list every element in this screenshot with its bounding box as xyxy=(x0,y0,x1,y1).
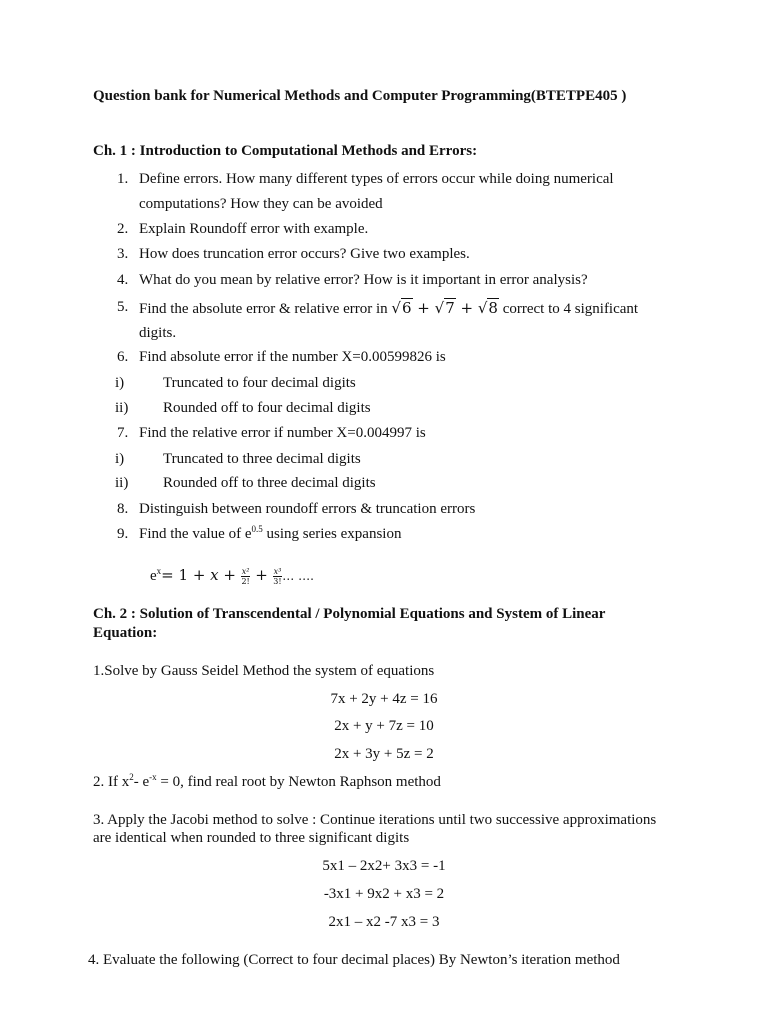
equation: 2x + 3y + 5z = 2 xyxy=(334,746,434,762)
chapter-1-heading: Ch. 1 : Introduction to Computational Methods and Errors: xyxy=(93,143,478,159)
sub-item-number: ii) xyxy=(115,400,129,416)
question-5-line: Find the absolute error & relative error in √6 + √7 + √8 correct to 4 significant xyxy=(139,299,639,317)
question-number: 2. xyxy=(117,221,129,237)
question-number: 8. xyxy=(117,501,129,517)
question-number: 6. xyxy=(117,349,129,365)
question-number: 5. xyxy=(117,299,129,315)
sub-item-text: Rounded off to three decimal digits xyxy=(163,475,376,491)
question-text: Find the absolute error & relative error in xyxy=(139,301,388,317)
equation: 2x + y + 7z = 10 xyxy=(334,718,434,734)
sub-item-text: Truncated to three decimal digits xyxy=(163,451,361,467)
fraction: $\frac{\text{x²}}{2!}$ xyxy=(241,567,250,587)
equation: -3x1 + 9x2 + x3 = 2 xyxy=(323,886,445,902)
question-text: 4. Evaluate the following (Correct to four decimal places) By Newton’s iteration method xyxy=(88,952,620,968)
question-text: Find the relative error if number X=0.004997 is xyxy=(139,425,426,441)
equation: 5x1 – 2x2+ 3x3 = -1 xyxy=(322,858,446,874)
question-number: 7. xyxy=(117,425,129,441)
question-text: 1.Solve by Gauss Seidel Method the system of equations xyxy=(93,663,435,679)
series-expansion-formula: $e^x= 1 + x$ + $\frac{\text{x²}}{2!}$ + $\frac{\text{x³}}{3!}$ … …. xyxy=(150,566,314,587)
sub-item-number: ii) xyxy=(115,475,129,491)
question-text: What do you mean by relative error? How is it important in error analysis? xyxy=(139,272,588,288)
question-text: How does truncation error occurs? Give two examples. xyxy=(139,246,470,262)
question-number: 9. xyxy=(117,526,129,542)
sqrt-7: √7 xyxy=(434,299,455,317)
question-9-line: Find the value of $e^{0.5}$ using series expansion xyxy=(139,524,402,542)
sub-item-text: Rounded off to four decimal digits xyxy=(163,400,371,416)
question-number: 3. xyxy=(117,246,129,262)
question-2-line: 2. If $x^2-$ $e^{-x} = 0$, find real root by Newton Raphson method xyxy=(93,772,441,790)
sub-item-number: i) xyxy=(115,451,125,467)
question-text: 3. Apply the Jacobi method to solve : Continue iterations until two successive approximations xyxy=(93,812,657,828)
document-title: Question bank for Numerical Methods and Computer Programming(BTETPE405 ) xyxy=(93,88,627,104)
sqrt-6: √6 xyxy=(391,299,412,317)
question-text: Explain Roundoff error with example. xyxy=(139,221,369,237)
sub-item-text: Truncated to four decimal digits xyxy=(163,375,356,391)
question-number: 4. xyxy=(117,272,129,288)
sub-item-number: i) xyxy=(115,375,125,391)
question-text: Distinguish between roundoff errors & truncation errors xyxy=(139,501,476,517)
equation: 7x + 2y + 4z = 16 xyxy=(330,691,438,707)
question-text: are identical when rounded to three significant digits xyxy=(93,830,410,846)
question-text: Define errors. How many different types of errors occur while doing numerical xyxy=(139,171,614,187)
question-text: computations? How they can be avoided xyxy=(139,196,383,212)
question-text: Find absolute error if the number X=0.00599826 is xyxy=(139,349,446,365)
equation: 2x1 – x2 -7 x3 = 3 xyxy=(328,914,440,930)
chapter-2-heading-line1: Ch. 2 : Solution of Transcendental / Polynomial Equations and System of Linear xyxy=(93,606,606,622)
sqrt-8: √8 xyxy=(477,299,498,317)
question-text: correct to 4 significant xyxy=(502,301,639,317)
chapter-2-heading-line2: Equation: xyxy=(93,625,158,641)
question-number: 1. xyxy=(117,171,129,187)
question-text: digits. xyxy=(139,325,177,341)
fraction: $\frac{\text{x³}}{3!}$ xyxy=(273,567,282,587)
